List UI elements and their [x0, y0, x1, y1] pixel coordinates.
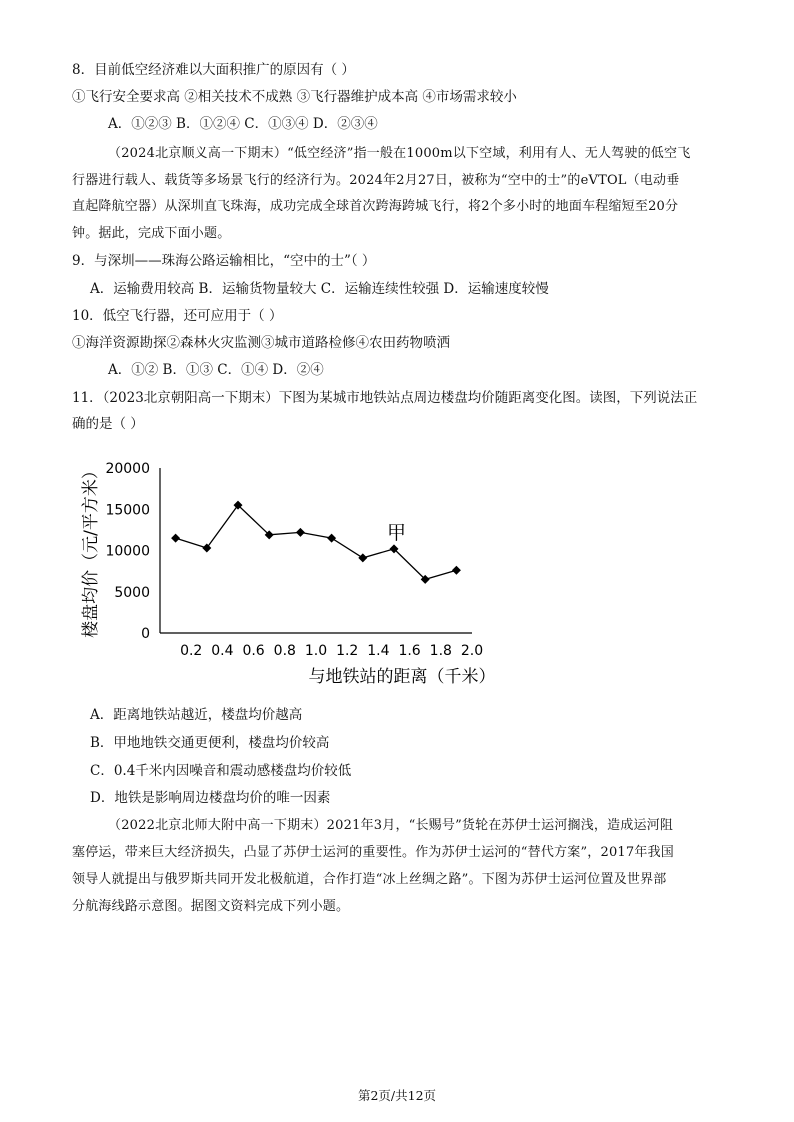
data-point — [327, 534, 336, 543]
data-point — [202, 544, 211, 553]
passage1-line4: 钟。据此，完成下面小题。 — [72, 226, 231, 241]
passage1-line1: （2024北京顺义高一下期末）“低空经济”指一般在1000m以下空域，利用有人、无人驾驶的低空飞 — [108, 146, 691, 161]
x-tick-label: 1.4 — [367, 643, 390, 659]
q11-option-a: A．距离地铁站越近，楼盘均价越高 — [90, 707, 303, 723]
y-tick-label: 5000 — [114, 584, 150, 601]
q8-items: ①飞行安全要求高 ②相关技术不成熟 ③飞行器维护成本高 ④市场需求较小 — [72, 89, 517, 105]
x-tick-label: 1.6 — [398, 643, 421, 659]
x-tick-label: 0.6 — [242, 643, 265, 659]
data-point — [358, 553, 367, 562]
q11-option-c: C．0.4千米内因噪音和震动感楼盘均价较低 — [90, 763, 352, 779]
x-tick-label: 0.4 — [211, 643, 234, 659]
y-tick-label: 10000 — [105, 543, 150, 560]
x-tick-labels — [180, 643, 483, 659]
annotation-jia: 甲 — [387, 521, 407, 544]
x-tick-label: 0.2 — [180, 643, 203, 659]
series-line — [176, 505, 457, 579]
page-footer: 第2页/共12页 — [357, 1088, 437, 1103]
q10-items: ①海洋资源勘探②森林火灾监测③城市道路检修④农田药物喷洒 — [72, 335, 450, 351]
y-tick-labels — [105, 461, 150, 642]
q10-stem: 10．低空飞行器，还可应用于（ ） — [72, 308, 283, 324]
x-tick-label: 2.0 — [460, 643, 484, 659]
y-tick-label: 15000 — [105, 502, 150, 519]
q11-option-d: D．地铁是影响周边楼盘均价的唯一因素 — [90, 790, 331, 806]
q9-stem: 9．与深圳——珠海公路运输相比，“空中的士”（ ） — [72, 253, 376, 269]
q11-stem-line2: 确的是（ ） — [72, 416, 144, 432]
q11-stem-line1: 11．（2023北京朝阳高一下期末）下图为某城市地铁站点周边楼盘均价随距离变化图。读图，下列说法正 — [72, 390, 698, 406]
passage2-line3: 领导人就提出与俄罗斯共同开发北极航道，合作打造“冰上丝绸之路”。下图为苏伊士运河位置及世界部 — [72, 872, 667, 887]
data-point — [171, 534, 180, 543]
q10-options: A．①② B．①③ C．①④ D．②④ — [108, 362, 324, 378]
q8-stem: 8．目前低空经济难以大面积推广的原因有（ ） — [72, 62, 355, 78]
passage2-line1: （2022北京北师大附中高一下期末）2021年3月，“长赐号”货轮在苏伊士运河搁浅，造成运河阻 — [108, 818, 674, 833]
passage1-line2: 行器进行载人、载货等多场景飞行的经济行为。2024年2月27日，被称为“空中的士”的eVTOL（电动垂 — [72, 173, 680, 188]
x-tick-label: 1.0 — [304, 643, 328, 659]
passage2-line4: 分航海线路示意图。据图文资料完成下列小题。 — [72, 899, 350, 914]
data-point — [452, 566, 461, 575]
q8-options: A．①②③ B．①②④ C．①③④ D．②③④ — [108, 116, 378, 132]
data-point — [296, 528, 305, 537]
passage2-line2: 塞停运，带来巨大经济损失，凸显了苏伊士运河的重要性。作为苏伊士运河的“替代方案”，2017年我国 — [72, 845, 674, 860]
q11-option-b: B．甲地地铁交通更便利，楼盘均价较高 — [90, 735, 330, 751]
x-tick-label: 0.8 — [273, 643, 296, 659]
passage1-line3: 直起降航空器）从深圳直飞珠海，成功完成全球首次跨海跨城飞行，将2个多小时的地面车程缩短至20分 — [72, 199, 679, 214]
y-tick-label: 20000 — [105, 461, 150, 477]
x-axis-label: 与地铁站的距离（千米） — [308, 667, 496, 687]
x-tick-label: 1.2 — [336, 643, 359, 659]
x-tick-label: 1.8 — [429, 643, 452, 659]
y-tick-label: 0 — [141, 626, 150, 642]
q9-options: A．运输费用较高 B．运输货物量较大 C．运输连续性较强 D．运输速度较慢 — [90, 281, 549, 297]
y-axis-label: 楼盘均价（元/平方米） — [81, 462, 101, 638]
price-distance-chart — [72, 450, 522, 695]
